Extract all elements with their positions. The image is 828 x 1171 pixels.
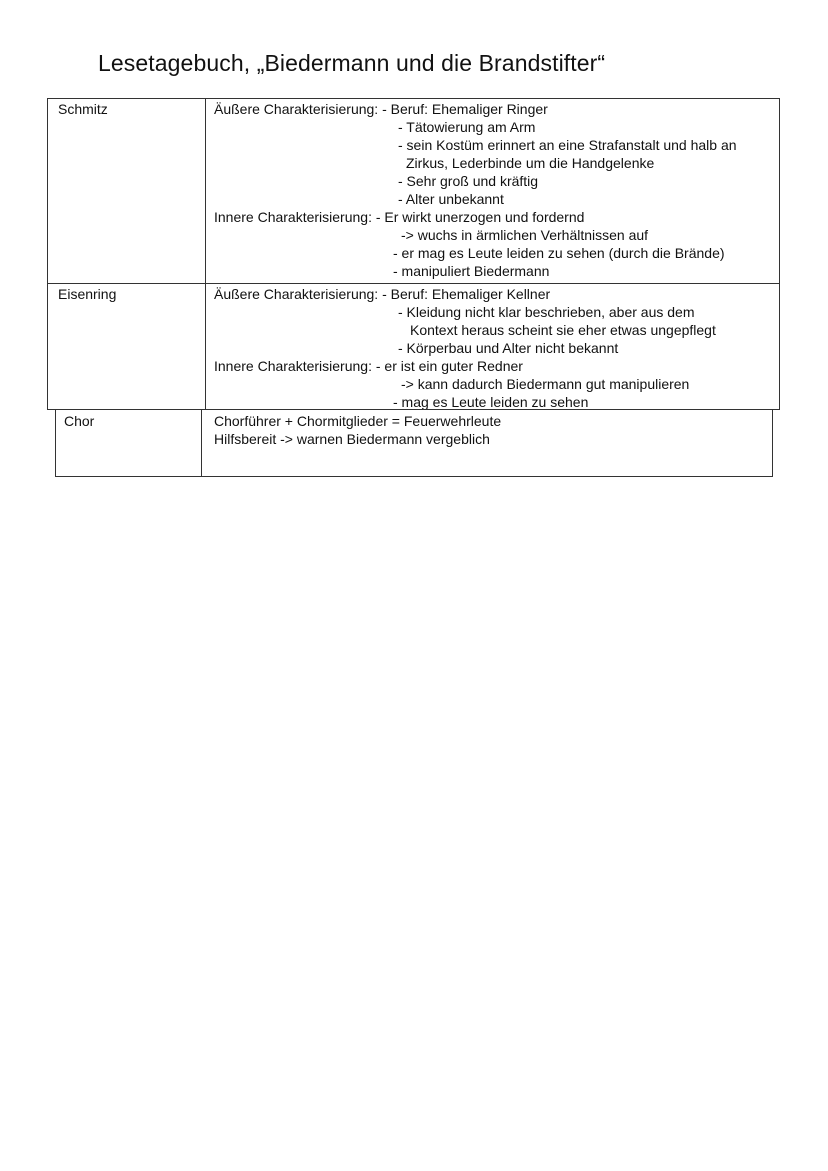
table-row-chor	[55, 409, 773, 477]
text-line: Äußere Charakterisierung: - Beruf: Ehemaliger Ringer	[214, 101, 548, 117]
text-line: Äußere Charakterisierung: - Beruf: Ehemaliger Kellner	[214, 286, 551, 302]
character-name: Eisenring	[58, 286, 117, 302]
text-line: Zirkus, Lederbinde um die Handgelenke	[406, 155, 655, 171]
text-line: - Körperbau und Alter nicht bekannt	[398, 340, 619, 356]
column-divider	[205, 284, 206, 409]
text-line: - mag es Leute leiden zu sehen	[393, 394, 589, 410]
text-line: - manipuliert Biedermann	[393, 263, 550, 279]
text-line: - Sehr groß und kräftig	[398, 173, 539, 189]
column-divider	[205, 99, 206, 283]
text-line: - er mag es Leute leiden zu sehen (durch die Brände)	[393, 245, 725, 261]
text-line: Kontext heraus scheint sie eher etwas ungepflegt	[410, 322, 716, 338]
text-line: - Kleidung nicht klar beschrieben, aber aus dem	[398, 304, 695, 320]
text-line: Innere Charakterisierung: - Er wirkt unerzogen und fordernd	[214, 209, 585, 225]
page-title: Lesetagebuch, „Biedermann und die Brandstifter“	[98, 50, 606, 76]
text-line: Hilfsbereit -> warnen Biedermann vergeblich	[214, 431, 490, 447]
text-line: - sein Kostüm erinnert an eine Strafanstalt und halb an	[398, 137, 737, 153]
text-line: - Alter unbekannt	[398, 191, 504, 207]
table-row-schmitz	[47, 98, 780, 284]
character-name: Chor	[64, 413, 95, 429]
text-line: Innere Charakterisierung: - er ist ein guter Redner	[214, 358, 523, 374]
text-line: - Tätowierung am Arm	[398, 119, 536, 135]
text-line: -> kann dadurch Biedermann gut manipulieren	[401, 376, 690, 392]
table-row-eisenring	[47, 283, 780, 410]
text-line: Chorführer + Chormitglieder = Feuerwehrleute	[214, 413, 502, 429]
text-line: -> wuchs in ärmlichen Verhältnissen auf	[401, 227, 649, 243]
character-name: Schmitz	[58, 101, 108, 117]
column-divider	[201, 410, 202, 476]
